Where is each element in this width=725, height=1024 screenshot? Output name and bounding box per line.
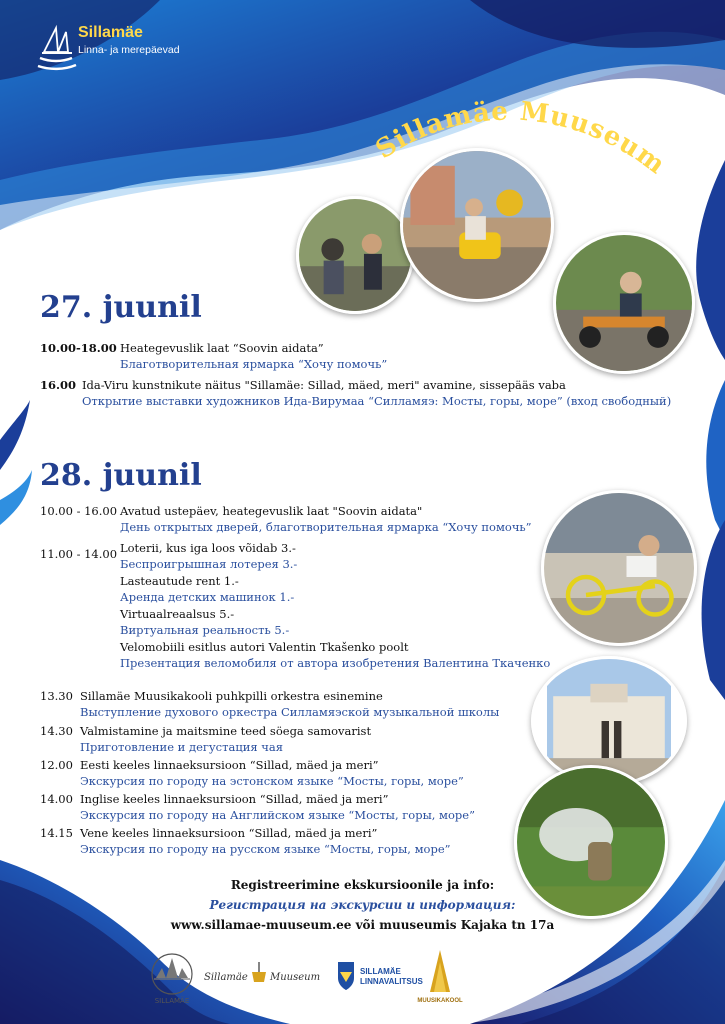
event-title-ru: Аренда детских машинок 1.- xyxy=(120,590,295,604)
event-title-et: Sillamäe Muusikakooli puhkpilli orkestra esinemine xyxy=(80,689,383,703)
museum-title-text: Sillamäe Muuseum xyxy=(370,96,671,181)
city-name: SILLAMÄE xyxy=(360,967,401,976)
registration-contact[interactable]: www.sillamae-muuseum.ee või muuseumis Kajaka tn 17a xyxy=(170,918,555,932)
event-title-et: Eesti keeles linnaeksursioon “Sillad, mäed ja meri” xyxy=(80,758,379,772)
partner-logos xyxy=(140,948,580,1008)
event-title-ru: Презентация веломобиля от автора изобретения Валентина Ткаченко xyxy=(120,656,551,670)
event-title-et: Loterii, kus iga loos võidab 3.- xyxy=(120,541,296,555)
registration-heading: Registreerimine ekskursioonile ja info: xyxy=(230,878,495,892)
museum-logo-right: Muuseum xyxy=(270,972,321,983)
photo-family-outdoor xyxy=(296,196,414,314)
event-time: 14.15 xyxy=(40,826,73,840)
town-logo-label: SILLAMÄE xyxy=(154,997,190,1005)
event-time: 10.00-18.00 xyxy=(40,341,117,355)
city-sub: LINNAVALITSUS xyxy=(360,977,423,986)
event-title-ru: Выступление духового оркестра Силламяэской музыкальной школы xyxy=(80,705,500,719)
photo-child-car xyxy=(400,148,554,302)
event-title-et: Ida-Viru kunstnikute näitus "Sillamäe: Sillad, mäed, meri" avamine, sissepääs vaba xyxy=(82,378,566,392)
event-time: 14.30 xyxy=(40,724,73,738)
event-time: 11.00 - 14.00 xyxy=(40,547,118,561)
event-title-ru: Открытие выставки художников Ида-Вирумаа “Силламяэ: Мосты, горы, море” (вход свободный) xyxy=(82,394,672,408)
event-time: 10.00 - 16.00 xyxy=(40,504,118,518)
event-title-et: Vene keeles linnaeksursioon “Sillad, mäed ja meri” xyxy=(80,826,378,840)
event-title-ru: Приготовление и дегустация чая xyxy=(80,740,284,754)
event-title-et: Avatud ustepäev, heategevuslik laat "Soovin aidata" xyxy=(120,504,423,518)
event-time: 12.00 xyxy=(40,758,73,772)
event-title-et: Lasteautude rent 1.- xyxy=(120,574,239,588)
event-time: 13.30 xyxy=(40,689,73,703)
event-title-ru: Экскурсия по городу на Английском языке “Мосты, горы, море” xyxy=(80,808,475,822)
museum-logo-icon xyxy=(204,962,320,983)
logo-subtitle: Linna- ja merepäevad xyxy=(78,44,180,56)
event-title-ru: Экскурсия по городу на русском языке “Мосты, горы, море” xyxy=(80,842,451,856)
event-title-ru: Экскурсия по городу на эстонском языке “Мосты, горы, море” xyxy=(80,774,464,788)
music-school-label: MUUSIKAKOOL xyxy=(417,998,463,1004)
event-title-et: Heategevuslik laat “Soovin aidata” xyxy=(120,341,324,355)
event-title-et: Virtuaalreaalsus 5.- xyxy=(120,607,235,621)
logo-title: Sillamäe xyxy=(78,24,143,41)
event-title-et: Valmistamine ja maitsmine teed söega samovarist xyxy=(80,724,372,738)
city-government-logo-icon xyxy=(338,962,423,990)
photo-recumbent-bike xyxy=(541,490,697,646)
photo-samovar xyxy=(514,765,668,919)
day-heading-1: 27. juunil xyxy=(40,290,202,325)
event-title-ru: День открытых дверей, благотворительная ярмарка “Хочу помочь” xyxy=(120,520,532,534)
sillamae-town-logo-icon xyxy=(152,954,192,1005)
event-title-ru: Благотворительная ярмарка “Хочу помочь” xyxy=(120,357,388,371)
music-school-logo-icon xyxy=(417,950,463,1004)
event-time: 16.00 xyxy=(40,378,77,392)
event-title-ru: Беспроигрышная лотерея 3.- xyxy=(120,557,298,571)
museum-logo-left: Sillamäe xyxy=(204,972,248,983)
day-heading-2: 28. juunil xyxy=(40,458,202,493)
event-time: 14.00 xyxy=(40,792,73,806)
event-title-et: Inglise keeles linnaeksursioon “Sillad, mäed ja meri” xyxy=(80,792,389,806)
registration-heading-ru: Регистрация на экскурсии и информация: xyxy=(209,898,516,912)
photo-go-kart xyxy=(553,232,695,374)
event-title-ru: Виртуальная реальность 5.- xyxy=(120,623,290,637)
event-title-et: Velomobiili esitlus autori Valentin Tkašenko poolt xyxy=(120,640,409,654)
